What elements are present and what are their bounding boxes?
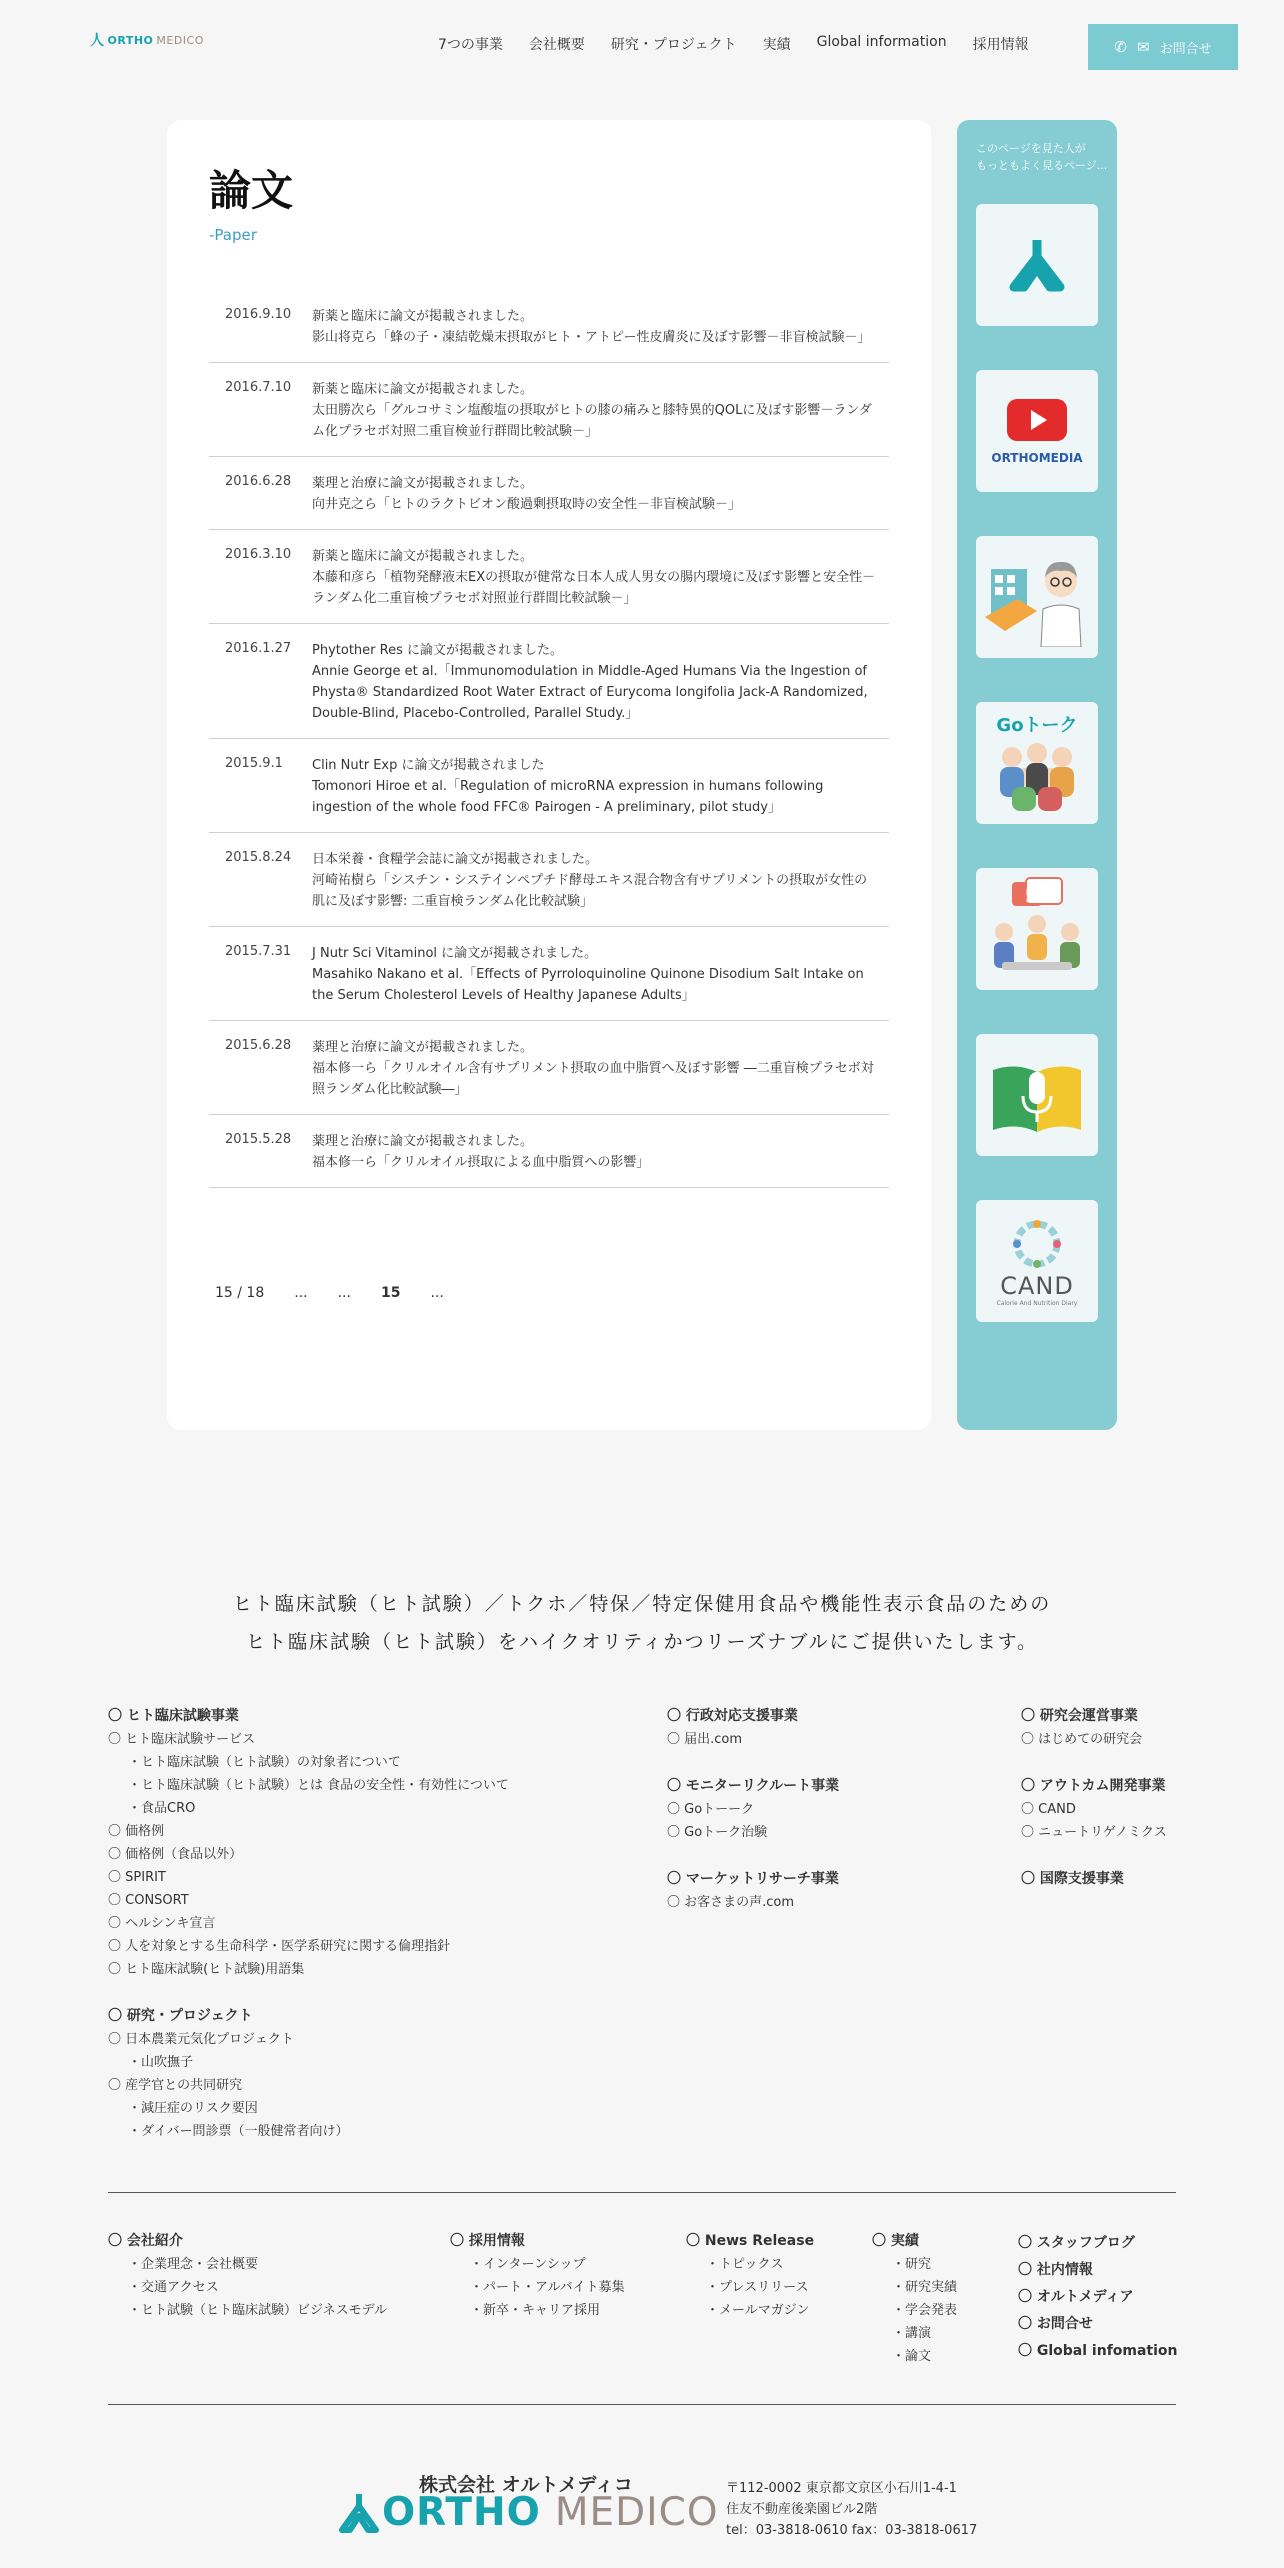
sidebar-title	[976, 140, 1107, 174]
people-group-icon	[982, 737, 1092, 811]
paper-journal: 日本栄養・食糧学会誌に論文が掲載されました。	[312, 852, 599, 867]
paper-journal: 薬理と治療に論文が掲載されました。	[312, 1134, 534, 1149]
footer-sublink[interactable]: ・企業理念・会社概要	[128, 2257, 259, 2272]
footer-col-services	[667, 1705, 839, 1914]
footer-sublink[interactable]: ・新卒・キャリア採用	[470, 2303, 601, 2318]
paper-citation: 太田勝次ら「グルコサミン塩酸塩の摂取がヒトの膝の痛みと膝特異的QOLに及ぼす影響－ランダム化プラセボ対照二重盲検並行群間比較試験－」	[312, 403, 872, 439]
paper-journal: 新薬と臨床に論文が掲載されました。	[312, 549, 534, 564]
paper-citation: Annie George et al.「Immunomodulation in Middle-Aged Humans Via the Ingestion of Physta® Standardized Root Water Extract of Eurycoma longifolia Jack-A Randomized, Double-Blind, Placebo-Controlled, Parallel Study.」	[312, 664, 868, 721]
footer-sublink[interactable]: ・山吹撫子	[128, 2055, 194, 2070]
paper-citation: Tomonori Hiroe et al.「Regulation of microRNA expression in humans following ingestion of the whole food FFC® Pairogen - A preliminary, pilot study」	[312, 779, 824, 815]
tagline-line: ヒト臨床試験（ヒト試験）をハイクオリティかつリーズナブルにご提供いたします。	[245, 1631, 1039, 1653]
paper-text	[312, 306, 889, 348]
paper-row	[209, 363, 889, 457]
logo-ortho-text: ORTHO	[382, 2490, 541, 2535]
footer-link[interactable]: 〇 ヒト臨床試験(ヒト試験)用語集	[108, 1962, 305, 1977]
footer-col-recruit	[450, 2230, 625, 2322]
nav-item-results[interactable]: 実績	[762, 37, 791, 53]
paper-text	[312, 1037, 889, 1100]
paper-date: 2015.8.24	[225, 850, 292, 865]
footer-col-research	[1021, 1705, 1167, 1891]
footer-link[interactable]: 〇 人を対象とする生命科学・医学系研究に関する倫理指針	[108, 1939, 451, 1954]
company-address	[726, 2478, 977, 2541]
cand-tile[interactable]	[976, 1200, 1098, 1322]
go-talk-label: Goトーク	[996, 715, 1078, 736]
footer-tagline	[0, 1585, 1284, 1661]
logo-ortho-text: ORTHO	[107, 33, 154, 47]
page-current: 15	[380, 1285, 401, 1301]
cand-sub-label: Calorie And Nutrition Diary	[996, 1299, 1078, 1307]
mail-icon: ✉	[1136, 38, 1150, 56]
footer-heading[interactable]: 〇 行政対応支援事業	[667, 1708, 798, 1724]
footer-heading[interactable]: 〇 実績	[872, 2233, 919, 2249]
page-link[interactable]: ...	[337, 1285, 351, 1301]
paper-citation: Masahiko Nakano et al.「Effects of Pyrroloquinoline Quinone Disodium Salt Intake on the Serum Cholesterol Levels of Healthy Japanese Adults」	[312, 967, 864, 1003]
paper-citation: 河崎祐樹ら「シスチン・システインペプチド酵母エキス混合物含有サプリメントの摂取が女性の肌に及ぼす影響: 二重盲検ランダム化比較試験」	[312, 873, 868, 909]
book-microphone-icon	[987, 1050, 1087, 1140]
site-header	[0, 0, 1284, 92]
footer-link-internal[interactable]: 〇 社内情報	[1018, 2262, 1093, 2278]
paper-row	[209, 927, 889, 1021]
paper-text	[312, 379, 889, 442]
company-doctor-tile[interactable]	[976, 536, 1098, 658]
address-line: 住友不動産後楽園ビル2階	[726, 2502, 878, 2517]
paper-citation: 向井克之ら「ヒトのラクトビオン酸過剰摂取時の安全性－非盲検試験－」	[312, 497, 742, 512]
book-mic-tile[interactable]	[976, 1034, 1098, 1156]
footer-sublink[interactable]: ・ヒト臨床試験（ヒト試験）の対象者について	[128, 1755, 401, 1770]
footer-link[interactable]: 〇 産学官との共同研究	[108, 2078, 243, 2093]
paper-text	[312, 849, 889, 912]
footer-col-news	[686, 2230, 814, 2322]
footer-link[interactable]: 〇 CONSORT	[108, 1893, 189, 1908]
footer-sublink[interactable]: ・ヒト臨床試験（ヒト試験）とは 食品の安全性・有効性について	[128, 1778, 509, 1793]
footer-link[interactable]: 〇 価格例（食品以外）	[108, 1847, 243, 1862]
footer-heading[interactable]: 〇 ヒト臨床試験事業	[108, 1708, 239, 1724]
paper-row	[209, 1021, 889, 1115]
orthomedia-label: ORTHOMEDIA	[991, 451, 1083, 465]
paper-date: 2015.9.1	[225, 756, 283, 771]
pagination	[215, 1285, 474, 1301]
footer-heading[interactable]: 〇 モニターリクルート事業	[667, 1778, 840, 1794]
page-link[interactable]: ...	[430, 1285, 444, 1301]
footer-link[interactable]: 〇 CAND	[1021, 1802, 1076, 1817]
footer-sublink[interactable]: ・パート・アルバイト募集	[470, 2280, 625, 2295]
orthomedia-tile[interactable]	[976, 370, 1098, 492]
paper-date: 2016.7.10	[225, 380, 292, 395]
site-logo[interactable]	[90, 30, 204, 50]
paper-citation: 本藤和彦ら「植物発酵液末EXの摂取が健常な日本人成人男女の腸内環境に及ぼす影響と安全性－ランダム化二重盲検プラセボ対照並行群間比較試験－」	[312, 570, 876, 606]
paper-date: 2016.6.28	[225, 474, 292, 489]
footer-link[interactable]: 〇 価格例	[108, 1824, 165, 1839]
phone-icon: ✆	[1114, 38, 1127, 56]
footer-sublink[interactable]: ・インターンシップ	[470, 2257, 586, 2272]
sidebar-title-line: このページを見た人が	[976, 142, 1086, 155]
doctor-illustration-icon	[981, 547, 1093, 647]
paper-date: 2016.3.10	[225, 547, 292, 562]
paper-text	[312, 640, 889, 724]
paper-citation: 影山将克ら「蜂の子・凍結乾燥末摂取がヒト・アトピー性皮膚炎に及ぼす影響－非盲検試験－」	[312, 330, 871, 345]
footer-col-clinical	[108, 1705, 509, 2143]
paper-text	[312, 473, 889, 515]
discussion-illustration-icon	[982, 874, 1092, 984]
paper-date: 2016.9.10	[225, 307, 292, 322]
tagline-line: ヒト臨床試験（ヒト試験）／トクホ／特保／特定保健用食品や機能性表示食品のための	[232, 1593, 1052, 1615]
footer-heading[interactable]: 〇 国際支援事業	[1021, 1871, 1124, 1887]
discussion-tile[interactable]	[976, 868, 1098, 990]
contact-label: お問合せ	[1159, 41, 1212, 57]
paper-list	[209, 290, 889, 1188]
footer-link[interactable]: 〇 SPIRIT	[108, 1870, 166, 1885]
contact-numbers: tel：03-3818-0610 fax：03-3818-0617	[726, 2523, 978, 2538]
footer-sublink[interactable]: ・研究実績	[892, 2280, 958, 2295]
footer-sublink[interactable]: ・減圧症のリスク要因	[128, 2101, 258, 2116]
footer-sublink[interactable]: ・学会発表	[892, 2303, 958, 2318]
footer-link-contact[interactable]: 〇 お問合せ	[1018, 2316, 1093, 2332]
related-sidebar	[957, 120, 1117, 1430]
paper-citation: 福本修一ら「クリルオイル摂取による血中脂質への影響」	[312, 1155, 650, 1170]
paper-text	[312, 755, 889, 818]
paper-text	[312, 1131, 889, 1173]
footer-link[interactable]: 〇 日本農業元気化プロジェクト	[108, 2032, 294, 2047]
footer-link[interactable]: 〇 ヒト臨床試験サービス	[108, 1732, 256, 1747]
paper-text	[312, 546, 889, 609]
paper-journal: 新薬と臨床に論文が掲載されました。	[312, 309, 534, 324]
papers-card	[167, 120, 931, 1430]
footer-sublink[interactable]: ・トピックス	[706, 2257, 784, 2272]
paper-date: 2015.5.28	[225, 1132, 292, 1147]
orthomedico-mark-icon	[1002, 235, 1072, 295]
footer-sublink[interactable]: ・ヒト試験（ヒト臨床試験）ビジネスモデル	[128, 2303, 387, 2318]
paper-date: 2015.7.31	[225, 944, 292, 959]
footer-link[interactable]: 〇 ヘルシンキ宣言	[108, 1916, 216, 1931]
main-nav	[438, 34, 1055, 54]
footer-link-staff-blog[interactable]: 〇 スタッフブログ	[1018, 2235, 1135, 2251]
footer-heading[interactable]: 〇 採用情報	[450, 2233, 525, 2249]
paper-journal: Phytother Res に論文が掲載されました。	[312, 643, 563, 658]
paper-row	[209, 1115, 889, 1188]
footer-link[interactable]: 〇 ニュートリゲノミクス	[1021, 1825, 1167, 1840]
paper-journal: 薬理と治療に論文が掲載されました。	[312, 1040, 534, 1055]
logo-mark-icon: 人	[90, 33, 105, 49]
page-link[interactable]: ...	[294, 1285, 308, 1301]
address-line: 〒112-0002 東京都文京区小石川1-4-1	[726, 2481, 957, 2496]
footer-heading[interactable]: 〇 会社紹介	[108, 2233, 183, 2249]
footer-link[interactable]: 〇 はじめての研究会	[1021, 1732, 1143, 1747]
footer-sublink[interactable]: ・講演	[892, 2326, 932, 2341]
paper-text	[312, 943, 889, 1006]
paper-journal: J Nutr Sci Vitaminol に論文が掲載されました。	[312, 946, 598, 961]
nav-item-7-businesses[interactable]: 7つの事業	[438, 37, 503, 53]
page-subtitle: -Paper	[209, 226, 257, 244]
footer-col-links	[1018, 2230, 1178, 2365]
nav-item-research[interactable]: 研究・プロジェクト	[610, 37, 737, 53]
paper-date: 2016.1.27	[225, 641, 292, 656]
paper-journal: 薬理と治療に論文が掲載されました。	[312, 476, 534, 491]
footer-col-results	[872, 2230, 957, 2368]
cand-ring-icon	[1007, 1216, 1067, 1272]
paper-row	[209, 624, 889, 739]
page-title: 論文	[209, 166, 294, 215]
footer-link[interactable]: 〇 届出.com	[667, 1732, 743, 1747]
company-logo[interactable]	[336, 2490, 719, 2535]
footer-divider	[108, 2404, 1176, 2405]
footer-link-orthomedia[interactable]: 〇 オルトメディア	[1018, 2289, 1134, 2305]
nav-item-global[interactable]: Global information	[816, 34, 947, 50]
footer-link[interactable]: 〇 Goトーク治験	[667, 1825, 768, 1840]
nav-item-recruit[interactable]: 採用情報	[972, 37, 1029, 53]
footer-heading[interactable]: 〇 研究・プロジェクト	[108, 2008, 253, 2024]
contact-button[interactable]	[1088, 24, 1238, 70]
paper-row	[209, 290, 889, 363]
paper-row	[209, 833, 889, 927]
footer-sublink[interactable]: ・研究	[892, 2257, 932, 2272]
orthomedico-mark-icon	[336, 2492, 382, 2534]
svg-text:!: !	[1024, 886, 1033, 907]
cand-label: CAND	[1000, 1271, 1074, 1300]
footer-link-global[interactable]: 〇 Global infomation	[1018, 2343, 1178, 2359]
footer-sublink[interactable]: ・論文	[892, 2349, 932, 2364]
footer-link[interactable]: 〇 Goトーーク	[667, 1802, 755, 1817]
footer-col-company	[108, 2230, 387, 2322]
footer-heading[interactable]: 〇 News Release	[686, 2233, 815, 2249]
paper-citation: 福本修一ら「クリルオイル含有サプリメント摂取の血中脂質へ及ぼす影響 ―二重盲検プラセボ対照ランダム化比較試験―」	[312, 1061, 874, 1097]
footer-heading[interactable]: 〇 アウトカム開発事業	[1021, 1778, 1166, 1794]
footer-heading[interactable]: 〇 マーケットリサーチ事業	[667, 1871, 839, 1887]
footer-sublink[interactable]: ・ダイバー問診票（一般健常者向け）	[128, 2124, 349, 2139]
orthomedico-logo-tile[interactable]	[976, 204, 1098, 326]
paper-journal: 新薬と臨床に論文が掲載されました。	[312, 382, 534, 397]
nav-item-company[interactable]: 会社概要	[528, 37, 585, 53]
paper-row	[209, 457, 889, 530]
footer-sublink[interactable]: ・食品CRO	[128, 1801, 196, 1816]
footer-sublink[interactable]: ・メールマガジン	[706, 2303, 810, 2318]
page-info: 15 / 18	[215, 1285, 265, 1301]
logo-medico-text: MEDICO	[554, 2490, 719, 2535]
footer-sublink[interactable]: ・プレスリリース	[706, 2280, 809, 2295]
paper-date: 2015.6.28	[225, 1038, 292, 1053]
footer-divider	[108, 2192, 1176, 2193]
paper-row	[209, 530, 889, 624]
paper-journal: Clin Nutr Exp に論文が掲載されました	[312, 758, 545, 773]
logo-medico-text: MEDICO	[156, 33, 204, 47]
sidebar-title-line: もっともよく見るページ...	[976, 159, 1108, 172]
footer-heading[interactable]: 〇 研究会運営事業	[1021, 1708, 1138, 1724]
youtube-play-icon	[1005, 397, 1069, 443]
paper-row	[209, 739, 889, 833]
footer-sublink[interactable]: ・交通アクセス	[128, 2280, 219, 2295]
company-name: 株式会社 オルトメディコ	[419, 2474, 633, 2496]
go-talk-tile[interactable]	[976, 702, 1098, 824]
footer-link[interactable]: 〇 お客さまの声.com	[667, 1895, 795, 1910]
